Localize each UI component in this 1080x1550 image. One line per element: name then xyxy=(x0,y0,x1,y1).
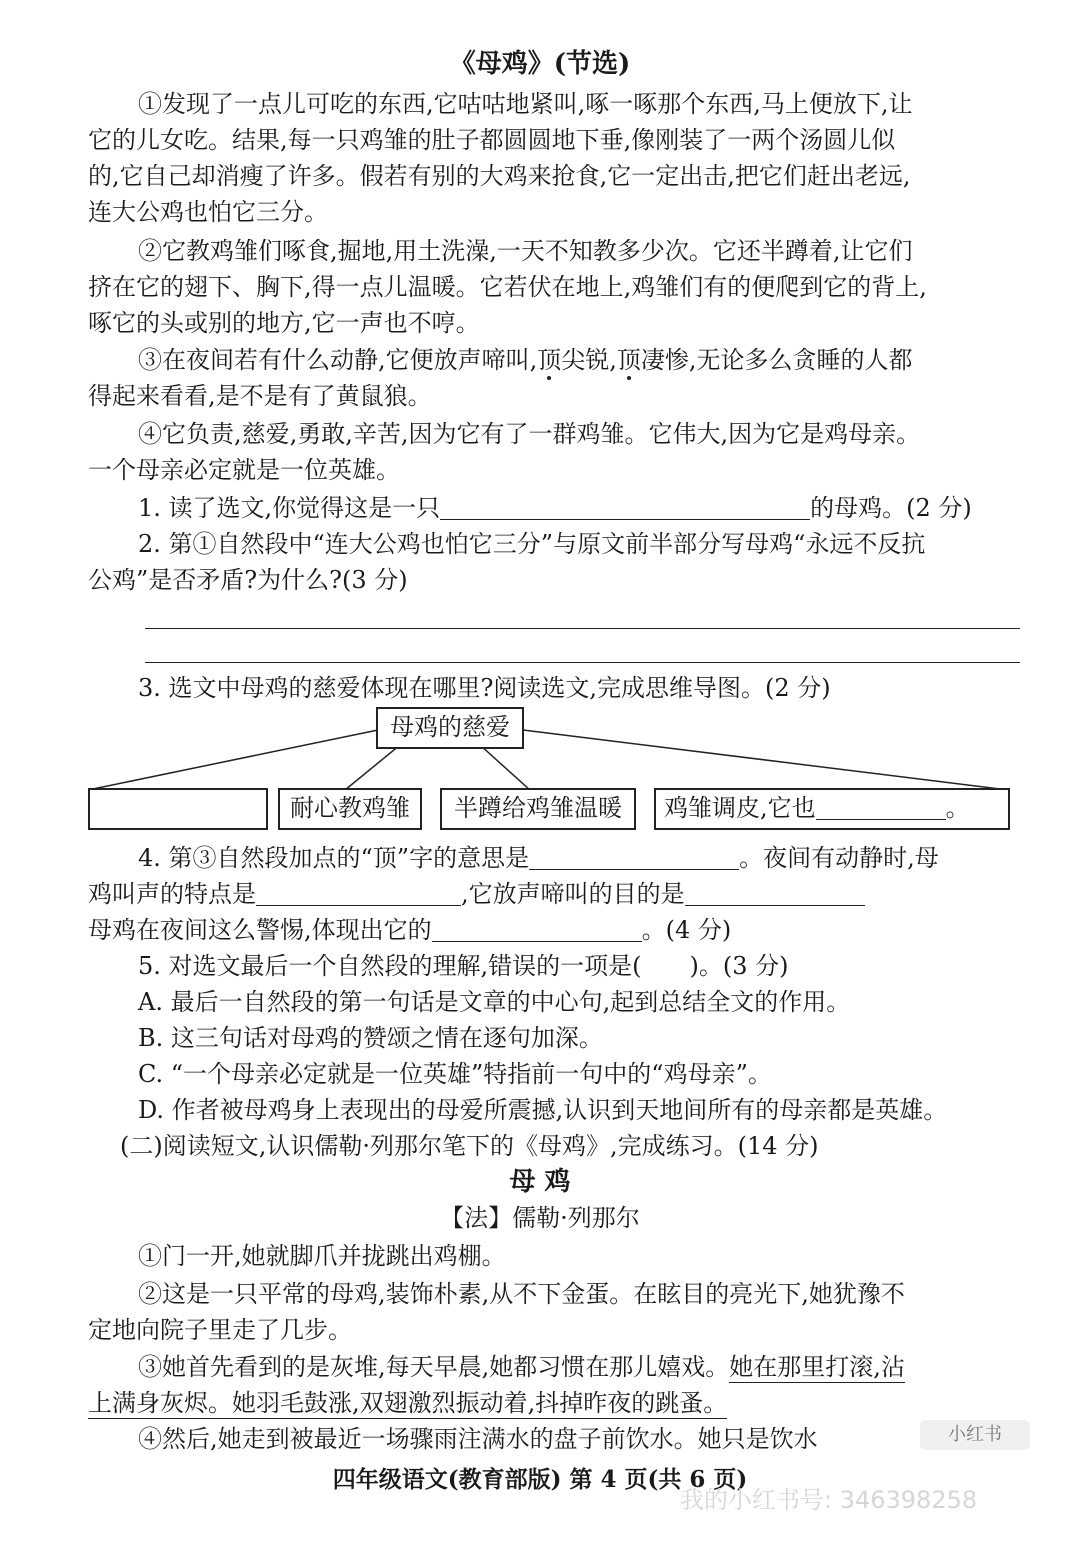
connector-4 xyxy=(523,730,1008,790)
paragraph-2-line-1: ②它教鸡雏们啄食,掘地,用土洗澡,一天不知教多少次。它还半蹲着,让它们 xyxy=(138,237,913,265)
question-2-line-1: 2. 第①自然段中“连大公鸡也怕它三分”与原文前半部分写母鸡“永远不反抗 xyxy=(138,530,926,558)
paragraph-1-line-4: 连大公鸡也怕它三分。 xyxy=(88,198,328,226)
question-4-blank-2[interactable] xyxy=(256,879,461,906)
question-4-stem-3: 鸡叫声的特点是 xyxy=(88,880,256,908)
question-4-stem-4: ,它放声啼叫的目的是 xyxy=(461,880,685,908)
section-2-paragraph-1: ①门一开,她就脚爪并拢跳出鸡棚。 xyxy=(138,1242,506,1270)
question-4-line-2 xyxy=(88,876,1023,912)
section-2-paragraph-3-part-a: ③她首先看到的是灰堆,每天早晨,她都习惯在那儿嬉戏。 xyxy=(138,1353,730,1381)
section-2-paragraph-2-line-1: ②这是一只平常的母鸡,装饰朴素,从不下金蛋。在眩目的亮光下,她犹豫不 xyxy=(138,1280,905,1308)
xiaohongshu-logo: 小红书 xyxy=(920,1420,1030,1450)
mindmap-node-teach: 耐心教鸡雏 xyxy=(278,788,422,830)
section-2-title: 母 鸡 xyxy=(509,1167,571,1197)
section-2-paragraph-2-line-2: 定地向院子里走了几步。 xyxy=(88,1316,352,1344)
paragraph-3-part-b: 尖锐, xyxy=(561,346,617,374)
section-2-paragraph-3-line-2 xyxy=(88,1385,1023,1421)
question-4-line-1 xyxy=(138,840,1023,876)
mindmap-root: 母鸡的慈爱 xyxy=(376,707,524,749)
paragraph-4-line-2: 一个母亲必定就是一位英雄。 xyxy=(88,456,400,484)
paragraph-3-line-2: 得起来看看,是不是有了黄鼠狼。 xyxy=(88,382,432,410)
question-4-score: 。(4 分) xyxy=(641,916,732,944)
page-footer: 四年级语文(教育部版) 第 4 页(共 6 页) xyxy=(332,1466,748,1493)
mindmap-blank-box[interactable] xyxy=(88,788,268,830)
question-4-line-3 xyxy=(88,912,1023,948)
section-2-heading: (二)阅读短文,认识儒勒·列那尔笔下的《母鸡》,完成练习。(14 分) xyxy=(120,1132,819,1160)
question-5-option-b: B. 这三句话对母鸡的赞颂之情在逐句加深。 xyxy=(138,1024,603,1052)
question-4-stem-1: 4. 第③自然段加点的“顶”字的意思是 xyxy=(138,844,530,872)
connector-1 xyxy=(88,730,378,790)
paragraph-2-line-3: 啄它的头或别的地方,它一声也不哼。 xyxy=(88,309,480,337)
underlined-sentence-part-2: 上满身灰烬。她羽毛鼓涨,双翅激烈振动着,抖掉昨夜的跳蚤。 xyxy=(88,1389,728,1417)
question-5-option-d: D. 作者被母鸡身上表现出的母爱所震撼,认识到天地间所有的母亲都是英雄。 xyxy=(138,1096,948,1124)
question-1-score: 的母鸡。(2 分) xyxy=(810,494,972,522)
question-4-blank-1[interactable] xyxy=(529,843,739,870)
question-5-stem-pre: 5. 对选文最后一个自然段的理解,错误的一项是( xyxy=(138,952,642,980)
mindmap-node-naughty-pre: 鸡雏调皮,它也 xyxy=(664,794,816,822)
section-2-author: 【法】儒勒·列那尔 xyxy=(440,1204,640,1232)
paragraph-2-line-2: 挤在它的翅下、胸下,得一点儿温暖。它若伏在地上,鸡雏们有的便爬到它的背上, xyxy=(88,273,927,301)
paragraph-3-part-a: ③在夜间若有什么动静,它便放声啼叫, xyxy=(138,346,538,374)
paragraph-1-line-3: 的,它自己却消瘦了许多。假若有别的大鸡来抢食,它一定出击,把它们赶出老远, xyxy=(88,162,911,190)
question-5-option-a: A. 最后一自然段的第一句话是文章的中心句,起到总结全文的作用。 xyxy=(138,988,851,1016)
underlined-sentence-part-1: 她在那里打滚,沾 xyxy=(729,1353,905,1381)
section-2-paragraph-3-line-1 xyxy=(138,1349,1023,1385)
question-1-stem: 1. 读了选文,你觉得这是一只 xyxy=(138,494,441,522)
dotted-char-ding-1: 顶 xyxy=(537,346,562,374)
question-5-stem-post: )。(3 分) xyxy=(689,952,789,980)
paragraph-1-line-1: ①发现了一点儿可吃的东西,它咕咕地紧叫,啄一啄那个东西,马上便放下,让 xyxy=(138,90,913,118)
section-2-paragraph-4: ④然后,她走到被最近一场骤雨注满水的盘子前饮水。她只是饮水 xyxy=(138,1425,818,1453)
paragraph-4-line-1: ④它负责,慈爱,勇敢,辛苦,因为它有了一群鸡雏。它伟大,因为它是鸡母亲。 xyxy=(138,420,921,448)
connector-2 xyxy=(345,745,400,790)
mindmap-node-warmth: 半蹲给鸡雏温暖 xyxy=(440,788,636,830)
connector-3 xyxy=(480,745,530,790)
question-3: 3. 选文中母鸡的慈爱体现在哪里?阅读选文,完成思维导图。(2 分) xyxy=(138,674,831,702)
question-4-stem-5: 母鸡在夜间这么警惕,体现出它的 xyxy=(88,916,432,944)
question-4-blank-3[interactable] xyxy=(685,879,865,906)
question-2-line-2: 公鸡”是否矛盾?为什么?(3 分) xyxy=(88,566,408,594)
dotted-char-ding-2: 顶 xyxy=(616,346,641,374)
mindmap-node-naughty-post: 。 xyxy=(945,794,970,822)
question-5-stem xyxy=(138,948,1023,984)
watermark: 我的小红书号: 346398258 xyxy=(680,1486,978,1514)
passage-title: 《母鸡》(节选) xyxy=(449,49,631,79)
mindmap-node-naughty-blank[interactable] xyxy=(816,793,946,820)
mindmap-node-naughty xyxy=(654,788,1010,830)
question-4-stem-2: 。夜间有动静时,母 xyxy=(739,844,939,872)
question-4-blank-4[interactable] xyxy=(432,915,642,942)
paragraph-3-part-c: 凄惨,无论多么贪睡的人都 xyxy=(640,346,913,374)
question-5-option-c: C. “一个母亲必定就是一位英雄”特指前一句中的“鸡母亲”。 xyxy=(138,1060,772,1088)
paragraph-1-line-2: 它的儿女吃。结果,每一只鸡雏的肚子都圆圆地下垂,像刚装了一两个汤圆儿似 xyxy=(88,126,896,154)
